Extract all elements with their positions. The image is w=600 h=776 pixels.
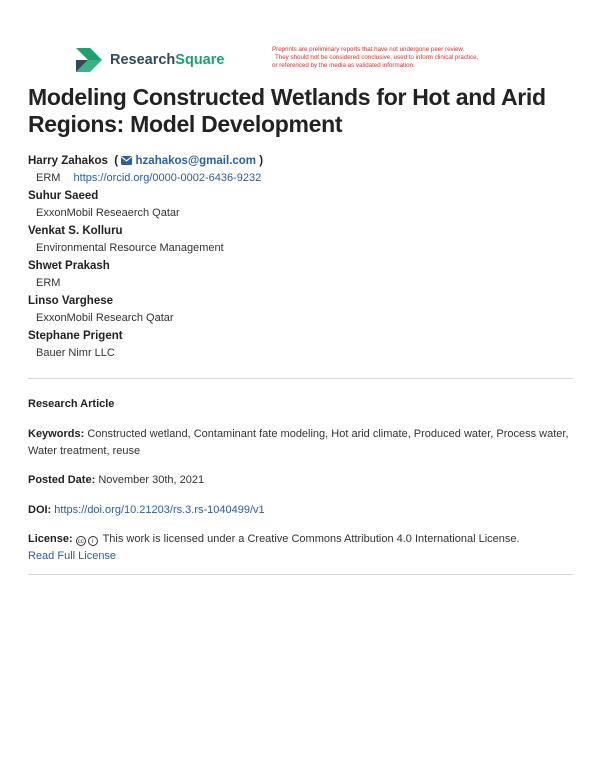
author-affiliation: [28, 171, 573, 185]
author-name: Venkat S. Kolluru: [28, 225, 123, 237]
cc-by-icon: i: [88, 536, 98, 546]
disclaimer-line: Preprints are preliminary reports that have not undergone peer review.: [272, 46, 465, 53]
doi: [28, 502, 573, 519]
posted-date-label: Posted Date:: [28, 474, 96, 486]
author-name: Linso Varghese: [28, 295, 114, 307]
author-affiliation: Environmental Resource Management: [36, 242, 224, 254]
doi-link[interactable]: https://doi.org/10.21203/rs.3.rs-1040499/v1: [54, 504, 265, 516]
article-type-text: Research Article: [28, 398, 115, 410]
author-name: Stephane Prigent: [28, 330, 123, 342]
disclaimer-line: They should not be considered conclusive, used to inform clinical practice,: [275, 54, 479, 61]
section-divider: [28, 378, 573, 379]
author-affiliation: ExxonMobil Reseaerch Qatar: [36, 207, 180, 219]
author-entry: [28, 224, 573, 255]
logo-wordmark: [110, 52, 224, 68]
article-type: [28, 396, 573, 413]
disclaimer-line: or referenced by the media as validated information.: [272, 62, 415, 69]
author-name-text: Harry Zahakos: [28, 155, 108, 167]
header: [74, 44, 574, 80]
author-affiliation: Bauer Nimr LLC: [36, 347, 115, 359]
author-entry: [28, 189, 573, 220]
research-square-logo[interactable]: [74, 46, 224, 74]
author-entry: [28, 259, 573, 290]
author-affiliation: ERM: [36, 277, 61, 289]
envelope-icon: [121, 156, 132, 165]
author-name: Harry Zahakos ( hzahakos@gmail.com ): [28, 155, 264, 167]
author-entry: [28, 329, 573, 360]
keywords-text: Constructed wetland, Contaminant fate modeling, Hot arid climate, Produced water, Process water, Water treatment, reuse: [28, 428, 569, 457]
author-affiliation: ExxonMobil Research Qatar: [36, 312, 174, 324]
research-square-logo-icon: [74, 46, 104, 74]
affiliation-text: ERM: [36, 172, 61, 184]
cc-icon: cc: [76, 536, 86, 546]
author-email-link[interactable]: hzahakos@gmail.com: [135, 155, 257, 167]
read-full-license-link[interactable]: Read Full License: [28, 550, 117, 562]
author-entry: [28, 294, 573, 325]
orcid-link[interactable]: https://orcid.org/0000-0002-6436-9232: [73, 172, 262, 184]
section-divider: [28, 574, 573, 575]
preprint-disclaimer: [272, 46, 572, 70]
license: [28, 531, 573, 565]
posted-date: [28, 472, 573, 489]
posted-date-value: November 30th, 2021: [98, 474, 205, 486]
doi-label: DOI:: [28, 504, 52, 516]
author-list: [28, 154, 573, 364]
author-name: Suhur Saeed: [28, 190, 99, 202]
logo-word-research: Research: [110, 52, 176, 68]
author-entry: [28, 154, 573, 185]
author-name: Shwet Prakash: [28, 260, 110, 272]
license-text: This work is licensed under a Creative Commons Attribution 4.0 International License.: [102, 533, 520, 545]
license-label: License:: [28, 533, 73, 545]
paper-title: Modeling Constructed Wetlands for Hot and Arid Regions: Model Development: [28, 84, 546, 137]
keywords-label: Keywords:: [28, 428, 85, 440]
logo-word-square: Square: [175, 52, 225, 68]
keywords: [28, 426, 573, 460]
